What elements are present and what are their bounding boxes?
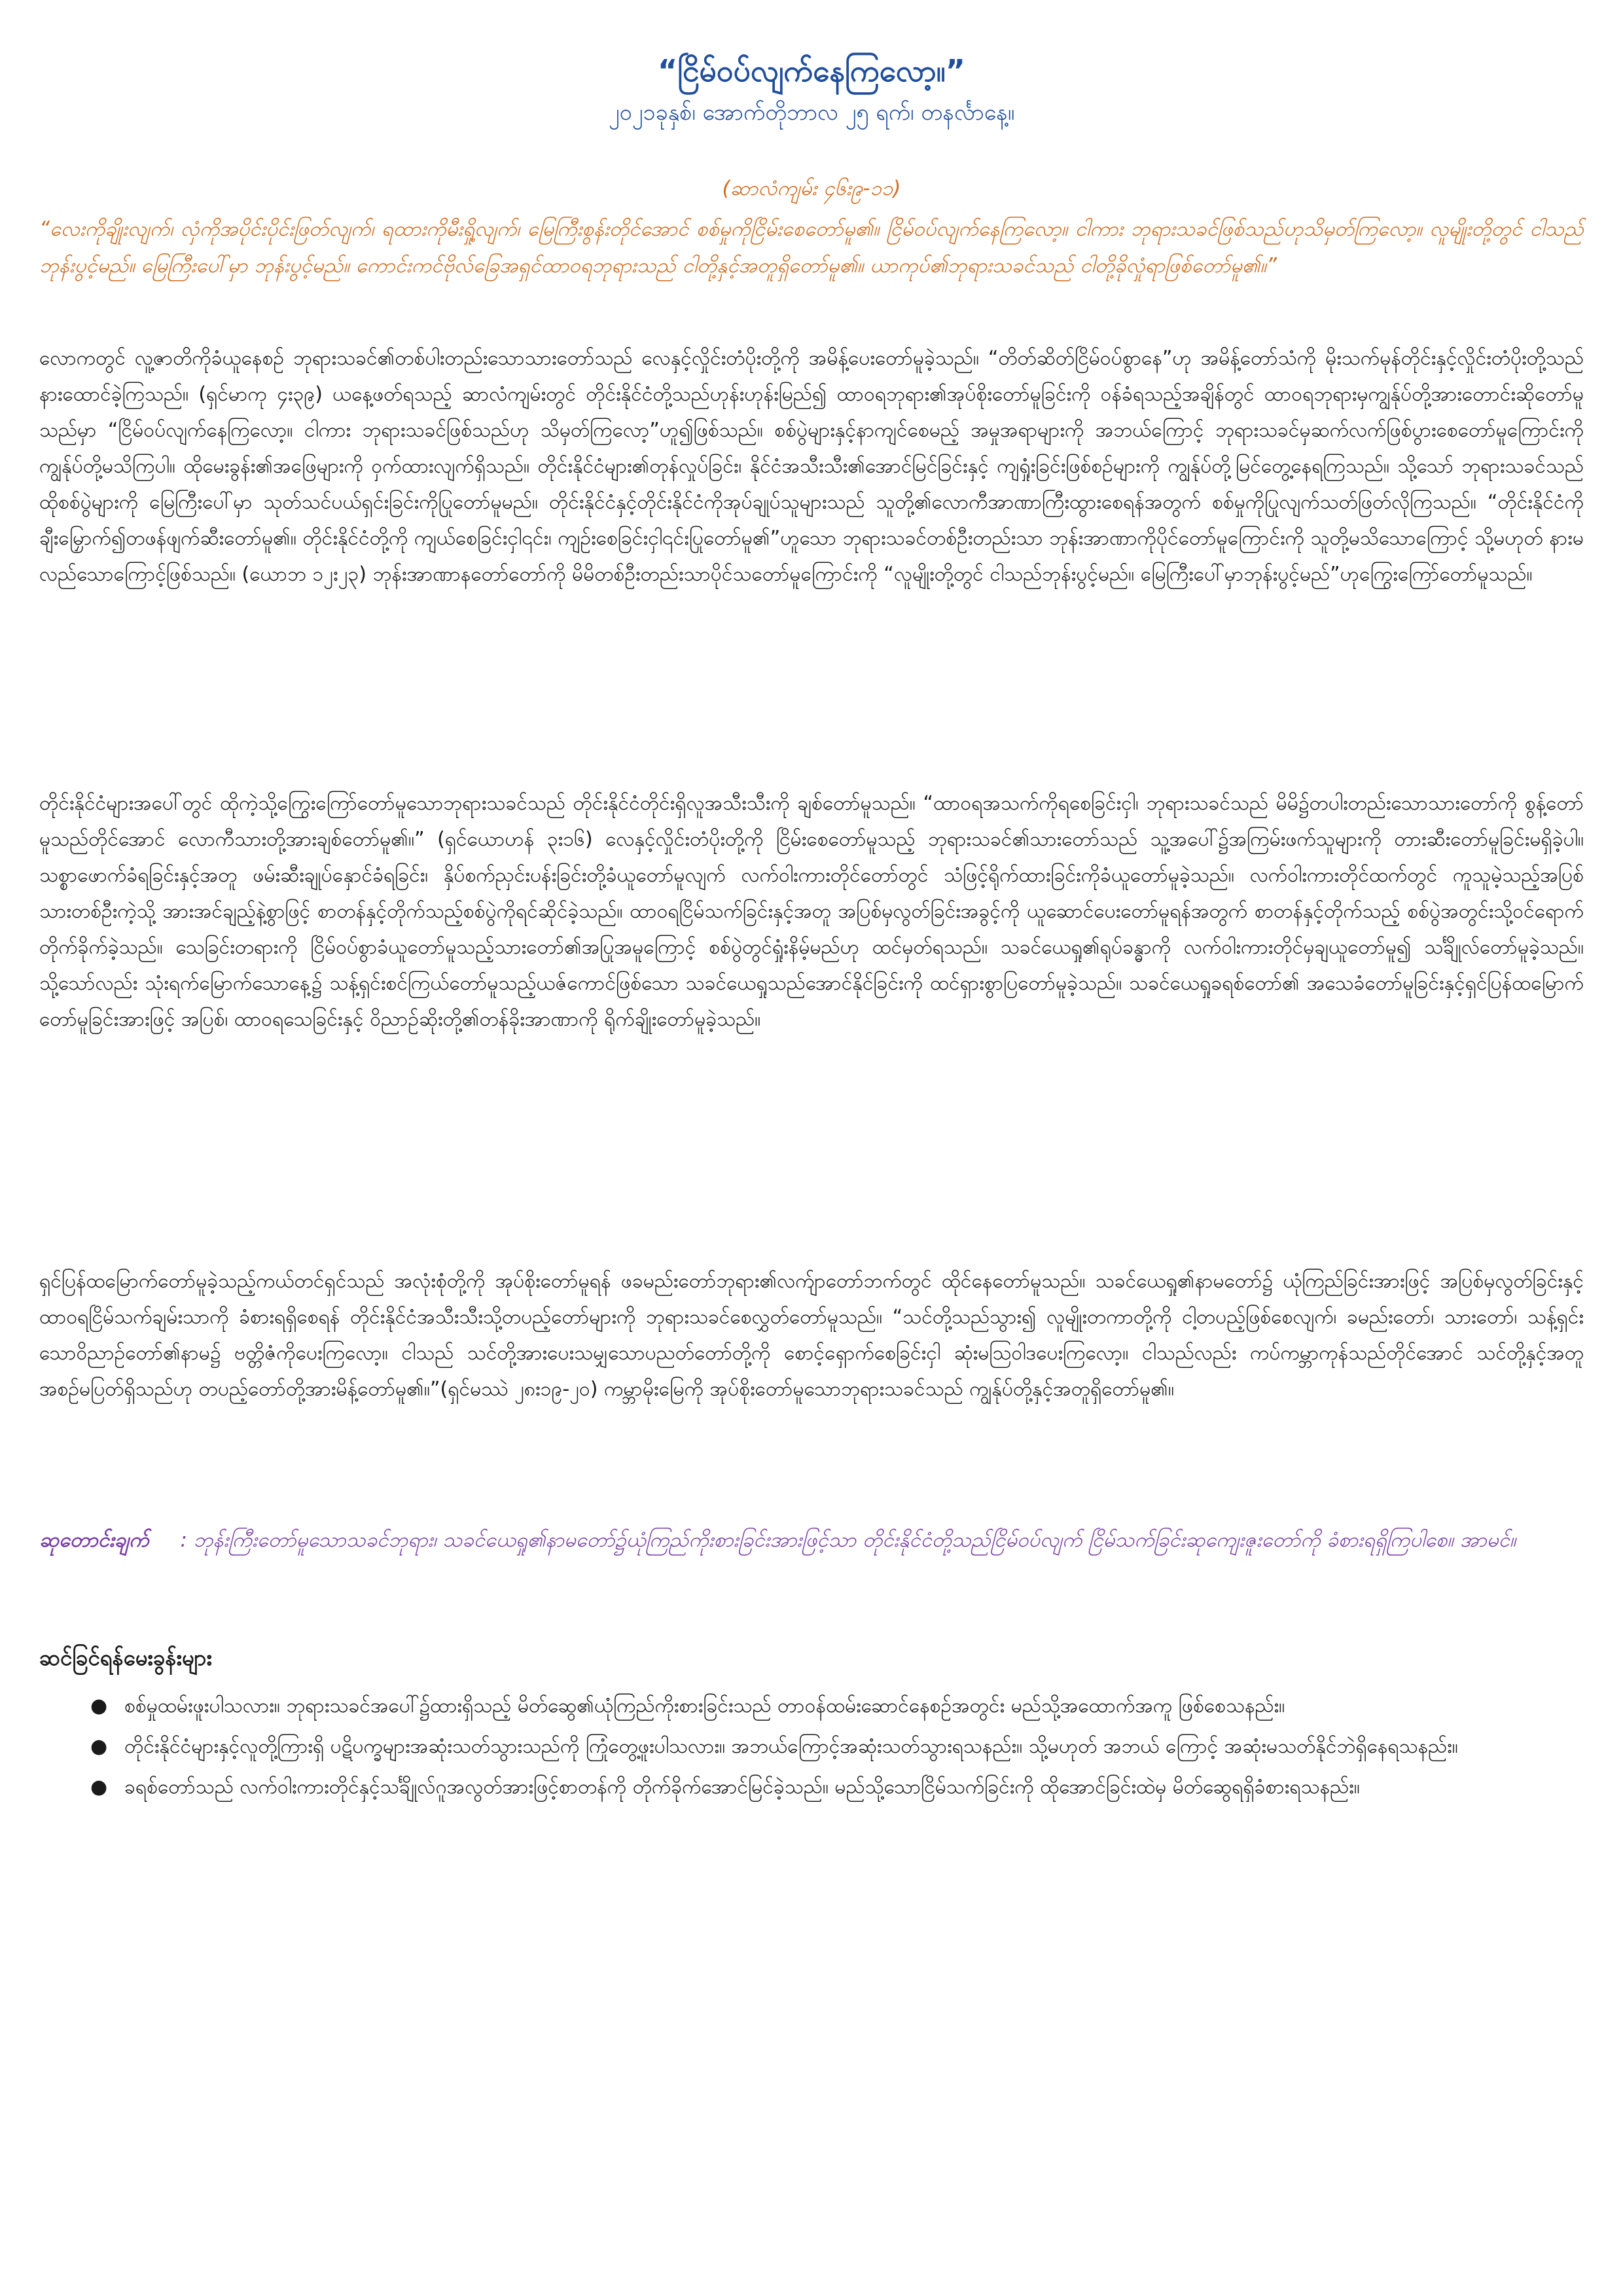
prayer-text: : ဘုန်းကြီးတော်မူသောသခင်ဘုရား၊ သခင်ယေရှု၏နာမတော်၌ယုံကြည်ကိုးစားခြင်းအားဖြင့်သာ တိုင်းနိုင်ငံတို့သည်ငြိမ်ဝပ်လျက် ငြိမ်သက်ခြင်းဆုကျေးဇူးတော်ကို ခံစားရရှိကြပါစေ။ အာမင်။ — [180, 1528, 1516, 1552]
bullet-icon: ● — [90, 1735, 108, 1758]
verse-reference: (ဆာလံကျမ်း ၄၆း၉-၁၁) — [722, 177, 901, 200]
question-text: တိုင်းနိုင်ငံများနှင့်လူတို့ကြားရှိ ပဋိပက္ခများအဆုံးသတ်သွားသည်ကို ကြုံတွေ့ဖူးပါသလား။ အဘယ်ကြောင့်အဆုံးသတ်သွားရသနည်း။ သို့မဟုတ် အဘယ် ကြောင့် အဆုံးမသတ်နိုင်ဘဲရှိနေရသနည်း။ — [124, 1735, 1458, 1758]
page-date: ၂၀၂၁ခုနှစ်၊ အောက်တိုဘာလ ၂၅ ရက်၊ တနင်္လာနေ့။ — [608, 99, 1015, 126]
questions-list — [39, 1689, 1584, 1810]
list-item — [39, 1689, 1584, 1724]
prayer-label: ဆုတောင်းချက် — [39, 1528, 149, 1552]
page-title: “ငြိမ်ဝပ်လျက်နေကြလော့။” — [658, 53, 965, 88]
question-text: စစ်မှုထမ်းဖူးပါသလား။ ဘုရားသခင်အပေါ်၌ထားရှိသည့် မိတ်ဆွေ၏ယုံကြည်ကိုးစားခြင်းသည် တာဝန်ထမ်းဆောင်နေစဉ်အတွင်း မည်သို့အထောက်အကူ ဖြစ်စေသနည်း။ — [124, 1695, 1285, 1717]
bullet-icon: ● — [90, 1695, 108, 1717]
body-paragraph-2: တိုင်းနိုင်ငံများအပေါ်တွင် ထိုကဲ့သို့ကြွေးကြော်တော်မူသောဘုရားသခင်သည် တိုင်းနိုင်ငံတိုင်းရှိလူအသီးသီးကို ချစ်တော်မူသည်။ “ထာဝရအသက်ကိုရစေခြင်းငှါ၊ ဘုရားသခင်သည် မိမိ၌တပါးတည်းသောသားတော်ကို စွန့်တော်မူသည်တိုင်အောင် လောကီသားတို့အားချစ်တော်မူ၏။” (ရှင်ယောဟန် ၃း၁၆) လေနှင့်လှိုင်းတံပိုးတို့ကို ငြိမ်းစေတော်မူသည့် ဘုရားသခင်၏သားတော်သည် သူ့အပေါ်၌အကြမ်းဖက်သူများကို တားဆီးတော်မူခြင်းမရှိခဲ့ပါ။ သစ္စာဖောက်ခံရခြင်းနှင့်အတူ ဖမ်းဆီးချုပ်နှောင်ခံရခြင်း၊ နှိပ်စက်ညှင်းပန်းခြင်းတို့ခံယူတော်မူလျက် လက်ဝါးကားတိုင်တော်တွင် သံဖြင့်ရိုက်ထားခြင်းကိုခံယူတော်မူခဲ့သည်။ လက်ဝါးကားတိုင်ထက်တွင် ကူသူမဲ့သည့်အပြစ်သားတစ်ဦးကဲ့သို့ အားအင်ချည့်နဲ့စွာဖြင့် စာတန်နှင့်တိုက်သည့်စစ်ပွဲကိုရင်ဆိုင်ခဲ့သည်။ ထာဝရငြိမ်သက်ခြင်းနှင့်အတူ အပြစ်မှလွတ်ခြင်းအခွင့်ကို ယူဆောင်ပေးတော်မူရန်အတွက် စာတန်နှင့်တိုက်သည့် စစ်ပွဲအတွင်းသို့ဝင်ရောက်တိုက်ခိုက်ခဲ့သည်။ သေခြင်းတရားကို ငြိမ်ဝပ်စွာခံယူတော်မူသည့်သားတော်၏အပြုအမူကြောင့် စစ်ပွဲတွင်ရှုံးနိမ့်မည်ဟု ထင်မှတ်ရသည်။ သခင်ယေရှု၏ရုပ်ခန္ဓာကို လက်ဝါးကားတိုင်မှချယူတော်မူ၍ သင်္ချိုလ်တော်မူခဲ့သည်။ သို့သော်လည်း သုံးရက်မြောက်သောနေ့၌ သန့်ရှင်းစင်ကြယ်တော်မူသည့်ယဇ်ကောင်ဖြစ်သော သခင်ယေရှုသည်အောင်နိုင်ခြင်းကို ထင်ရှားစွာပြတော်မူခဲ့သည်။ သခင်ယေရှုခရစ်တော်၏ အသေခံတော်မူခြင်းနှင့်ရှင်ပြန်ထမြောက်တော်မူခြင်းအားဖြင့် အပြစ်၊ ထာဝရသေခြင်းနှင့် ဝိညာဉ်ဆိုးတို့၏တန်ခိုးအာဏာကို ရိုက်ချိုးတော်မူခဲ့သည်။ — [39, 792, 1584, 1031]
list-item — [39, 1770, 1584, 1805]
body-paragraph-1: လောကတွင် လူ့ဇာတိကိုခံယူနေစဉ် ဘုရားသခင်၏တစ်ပါးတည်းသောသားတော်သည် လေနှင့်လှိုင်းတံပိုးတို့ကို အမိန့်ပေးတော်မူခဲ့သည်။ “တိတ်ဆိတ်ငြိမ်ဝပ်စွာနေ”ဟု အမိန့်တော်သံကို မိုးသက်မုန်တိုင်းနှင့်လှိုင်းတံပိုးတို့သည် နားထောင်ခဲ့ကြသည်။ (ရှင်မာကု ၄း၃၉) ယနေ့ဖတ်ရသည့် ဆာလံကျမ်းတွင် တိုင်းနိုင်ငံတို့သည်ဟုန်းဟုန်းမြည်၍ ထာဝရဘုရား၏အုပ်စိုးတော်မူခြင်းကို ဝန်ခံရသည့်အချိန်တွင် ထာဝရဘုရားမှကျွန်ုပ်တို့အားတောင်းဆိုတော်မူသည်မှာ “ငြိမ်ဝပ်လျက်နေကြလော့။ ငါကား ဘုရားသခင်ဖြစ်သည်ဟု သိမှတ်ကြလော့”ဟူ၍ဖြစ်သည်။ စစ်ပွဲများနှင့်နာကျင်စေမည့် အမှုအရာများကို အဘယ်ကြောင့် ဘုရားသခင်မှဆက်လက်ဖြစ်ပွားစေတော်မူကြောင်းကို ကျွန်ုပ်တို့မသိကြပါ။ ထိုမေးခွန်း၏အဖြေများကို ဝှက်ထားလျက်ရှိသည်။ တိုင်းနိုင်ငံများ၏တုန်လှုပ်ခြင်း၊ နိုင်ငံအသီးသီး၏အောင်မြင်ခြင်းနှင့် ကျရှုံးခြင်းဖြစ်စဉ်များကို ကျွန်ုပ်တို့မြင်တွေ့နေရကြသည်။ သို့သော် ဘုရားသခင်သည်ထိုစစ်ပွဲများကို မြေကြီးပေါ်မှာ သုတ်သင်ပယ်ရှင်းခြင်းကိုပြုတော်မူမည်။ တိုင်းနိုင်ငံနှင့်တိုင်းနိုင်ငံကိုအုပ်ချုပ်သူများသည် သူတို့၏လောကီအာဏာကြီးထွားစေရန်အတွက် စစ်မှုကိုပြုလျက်သတ်ဖြတ်လိုကြသည်။ “တိုင်းနိုင်ငံကို ချီးမြှောက်၍တဖန်ဖျက်ဆီးတော်မူ၏။ တိုင်းနိုင်ငံတို့ကို ကျယ်စေခြင်းငှါ၎င်း၊ ကျဉ်းစေခြင်းငှါ၎င်းပြုတော်မူ၏”ဟူသော ဘုရားသခင်တစ်ဦးတည်းသာ ဘုန်းအာဏာကိုပိုင်တော်မူကြောင်းကို သူတို့မသိသောကြောင့် သို့မဟုတ် နားမလည်သောကြောင့်ဖြစ်သည်။ (ယောဘ ၁၂း၂၃) ဘုန်းအာဏာနတော်တော်ကို မိမိတစ်ဦးတည်းသာပိုင်သတော်မူကြောင်းကို “လူမျိုးတို့တွင် ငါသည်ဘုန်းပွင့်မည်။ မြေကြီးပေါ်မှာဘုန်းပွင့်မည်”ဟုကြွေးကြော်တော်မူသည်။ — [39, 347, 1584, 586]
bullet-icon: ● — [90, 1776, 108, 1799]
body-paragraph-3: ရှင်ပြန်ထမြောက်တော်မူခဲ့သည့်ကယ်တင်ရှင်သည် အလုံးစုံတို့ကို အုပ်စိုးတော်မူရန် ဖခမည်းတော်ဘုရား၏လက်ျာတော်ဘက်တွင် ထိုင်နေတော်မူသည်။ သခင်ယေရှု၏နာမတော်၌ ယုံကြည်ခြင်းအားဖြင့် အပြစ်မှလွတ်ခြင်းနှင့်ထာဝရငြိမ်သက်ချမ်းသာကို ခံစားရရှိစေရန် တိုင်းနိုင်ငံအသီးသီးသို့တပည့်တော်များကို ဘုရားသခင်စေလွှတ်တော်မူသည်။ “သင်တို့သည်သွား၍ လူမျိုးတကာတို့ကို ငါ့တပည့်ဖြစ်စေလျက်၊ ခမည်းတော်၊ သားတော်၊ သန့်ရှင်းသောဝိညာဉ်တော်၏နာမ၌ ဗတ္တိဇံကိုပေးကြလော့။ ငါသည် သင်တို့အားပေးသမျှသောပညတ်တော်တို့ကို စောင့်ရှောက်စေခြင်းငှါ ဆုံးမသြဝါဒပေးကြလော့။ ငါသည်လည်း ကပ်ကမ္ဘာကုန်သည်တိုင်အောင် သင်တို့နှင့်အတူ အစဉ်မပြတ်ရှိသည်ဟု တပည့်တော်တို့အားမိန့်တော်မူ၏။”(ရှင်မဿဲ ၂၈း၁၉-၂၀) ကမ္ဘာမိုးမြေကို အုပ်စိုးတော်မူသောဘုရားသခင်သည် ကျွန်ုပ်တို့နှင့်အတူရှိတော်မူ၏။ — [39, 1270, 1584, 1401]
question-text: ခရစ်တော်သည် လက်ဝါးကားတိုင်နှင့်သင်္ချိုလ်ဂူအလွတ်အားဖြင့်စာတန်ကို တိုက်ခိုက်အောင်မြင်ခဲ့သည်။ မည်သို့သောငြိမ်သက်ခြင်းကို ထိုအောင်ခြင်းထဲမှ မိတ်ဆွေရရှိခံစားရသနည်း။ — [124, 1776, 1360, 1799]
list-item — [39, 1729, 1584, 1765]
verse-text: “လေးကိုချိုးလျက်၊ လှံကိုအပိုင်းပိုင်းဖြတ်လျက်၊ ရထားကိုမီးရှို့လျက်၊ မြေကြီးစွန်းတိုင်အောင် စစ်မှုကိုငြိမ်းစေတော်မူ၏။ ငြိမ်ဝပ်လျက်နေကြလော့။ ငါကား ဘုရားသခင်ဖြစ်သည်ဟုသိမှတ်ကြလော့။ လူမျိုးတို့တွင် ငါသည်ဘုန်းပွင့်မည်။ မြေကြီးပေါ်မှာ ဘုန်းပွင့်မည်။ ကောင်းကင်ဗိုလ်ခြေအရှင်ထာဝရဘုရားသည် ငါတို့နှင့်အတူရှိတော်မူ၏။ ယာကုပ်၏ဘုရားသခင်သည် ငါတို့ခိုလှုံရာဖြစ်တော်မူ၏။” — [39, 217, 1584, 278]
questions-heading: ဆင်ခြင်ရန်မေးခွန်းများ — [39, 1645, 212, 1670]
prayer-section — [39, 1522, 1584, 1558]
